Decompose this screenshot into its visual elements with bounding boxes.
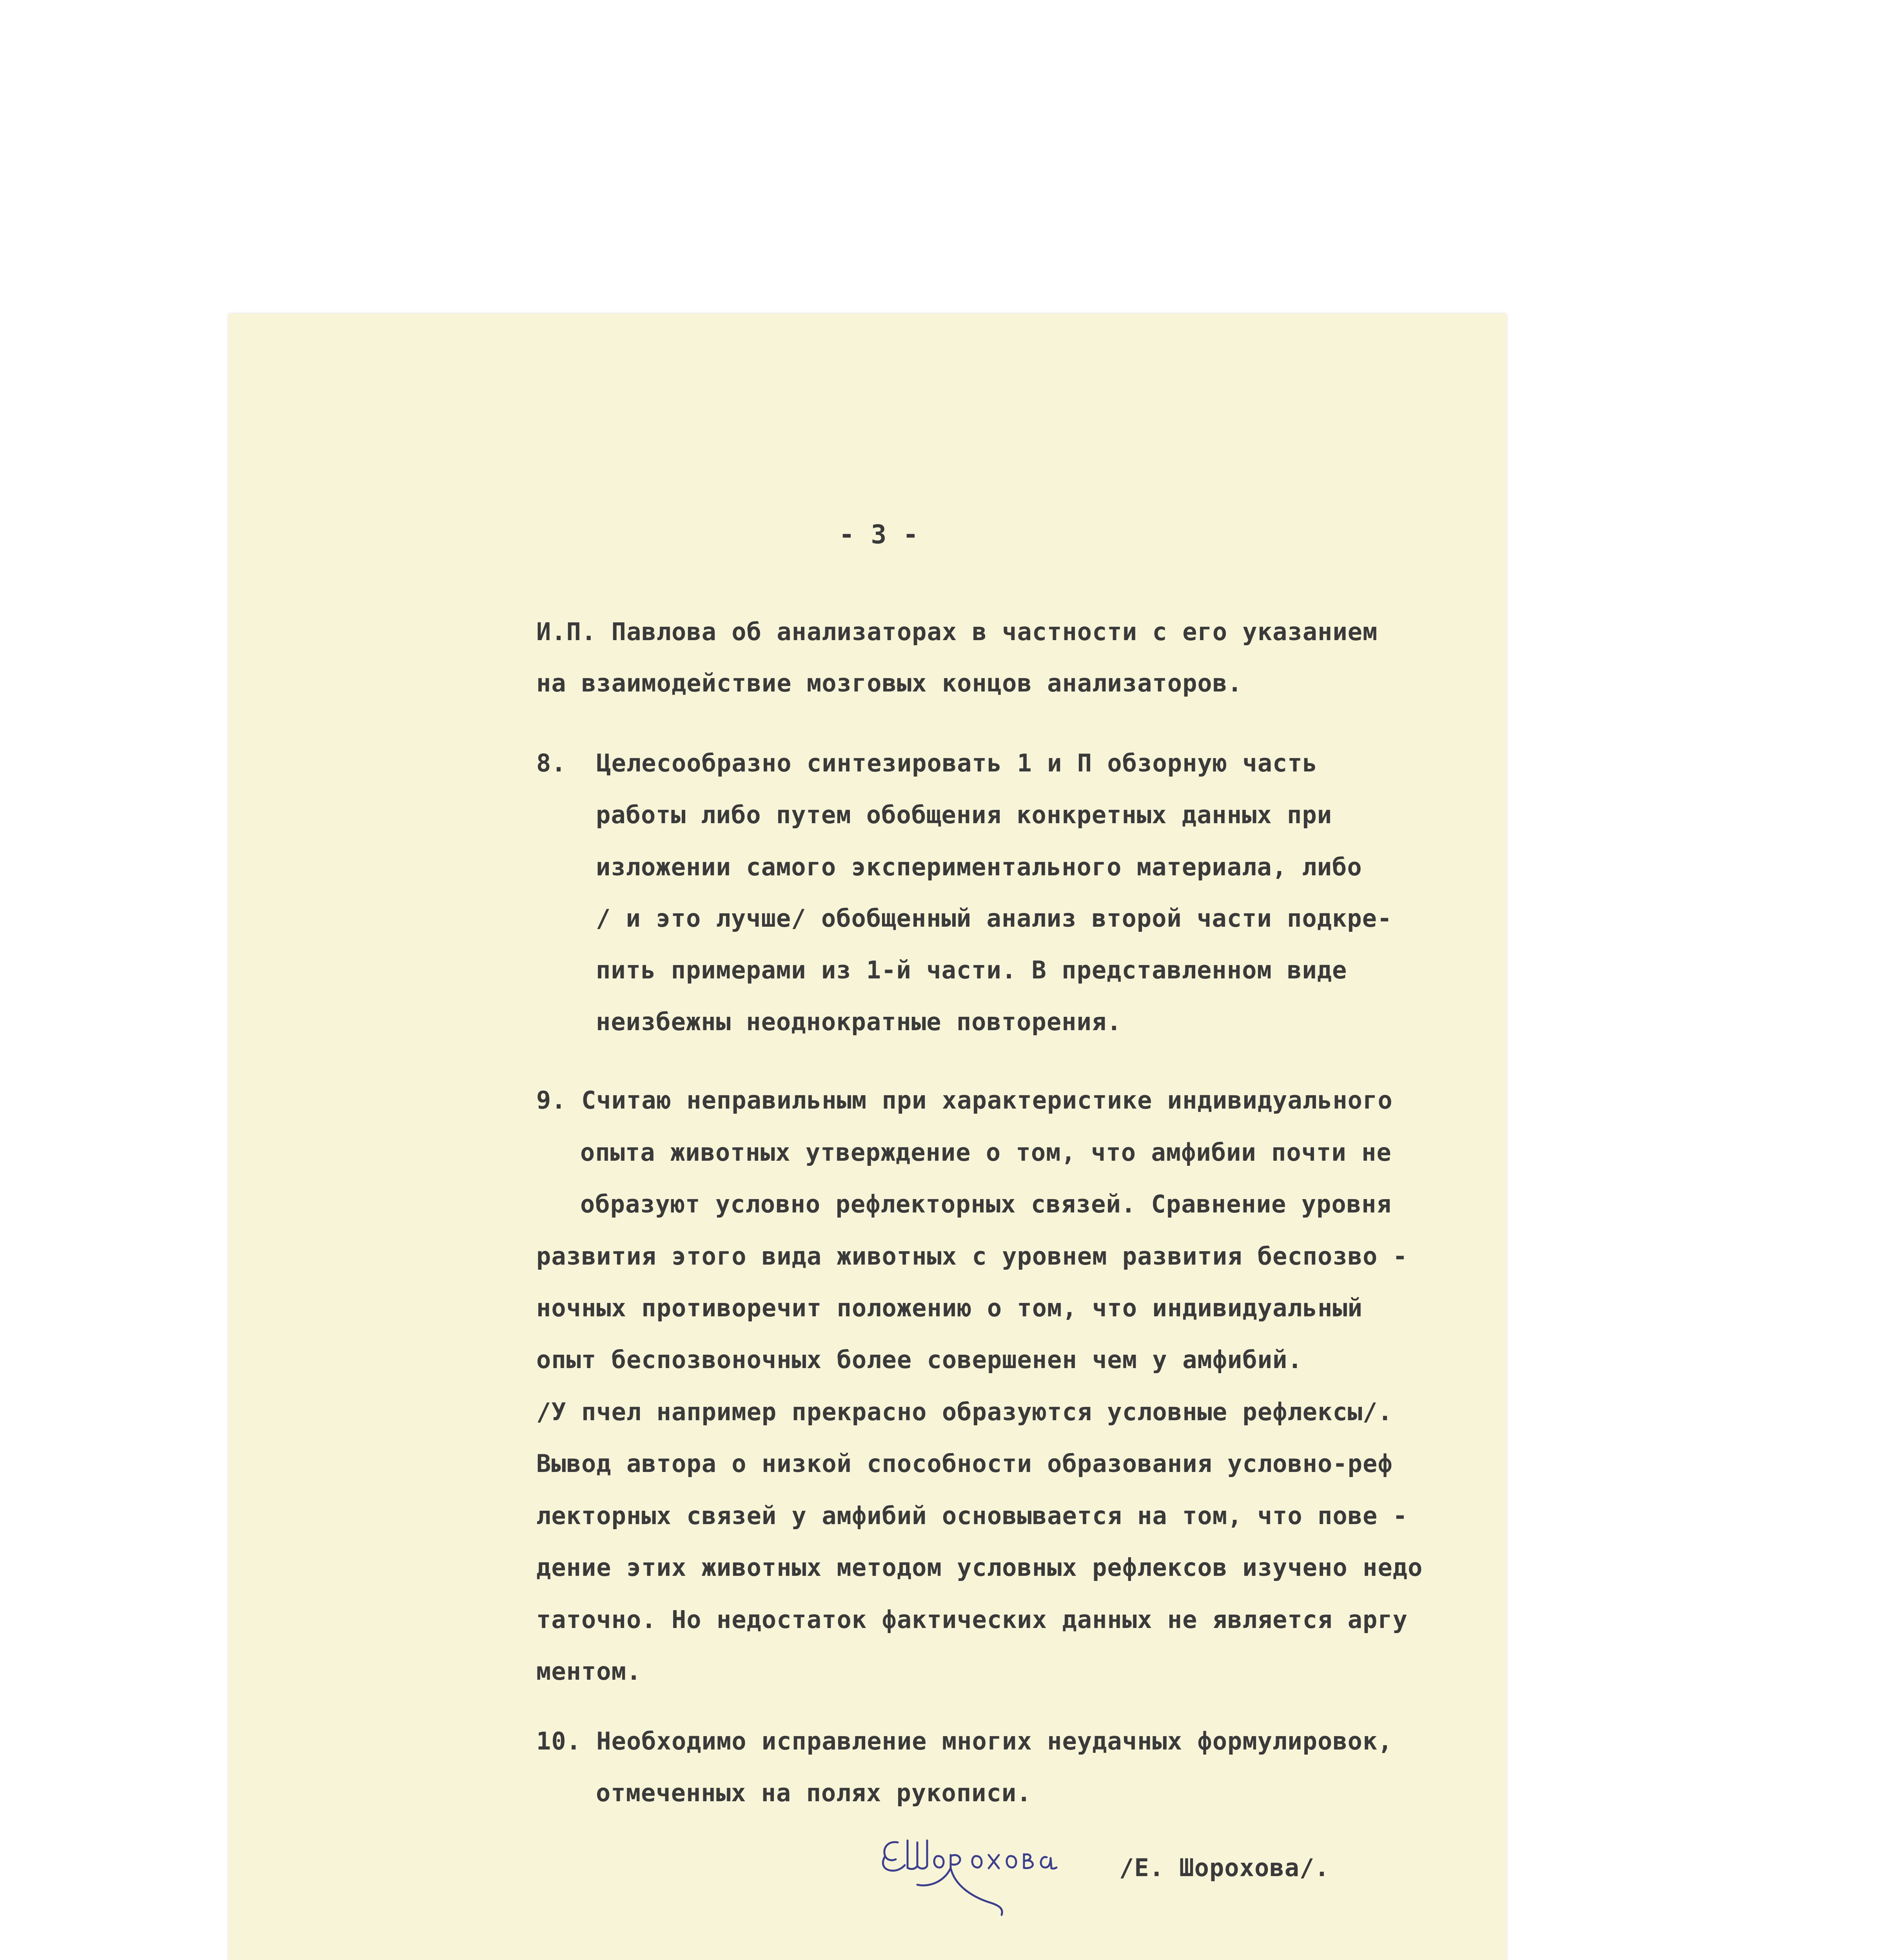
item9-line-6: опыт беспозвоночных более совершенен чем у амфибий. bbox=[536, 1345, 1303, 1374]
item9-line-5: ночных противоречит положению о том, что индивидуальный bbox=[536, 1294, 1363, 1322]
item8-line-4: / и это лучше/ обобщенный анализ второй части подкре- bbox=[596, 904, 1392, 933]
item9-line-12: ментом. bbox=[536, 1657, 642, 1686]
item9-line-8: Вывод автора о низкой способности образования условно-реф bbox=[536, 1449, 1393, 1478]
item8-line-3: изложении самого экспериментального материала, либо bbox=[596, 853, 1362, 881]
item10-line-2: отмеченных на полях рукописи. bbox=[596, 1779, 1032, 1807]
item9-line-1: 9. Считаю неправильным при характеристике индивидуального bbox=[536, 1086, 1393, 1114]
item10-line-1: 10. Необходимо исправление многих неудачных формулировок, bbox=[536, 1727, 1393, 1755]
item8-line-1: 8. Целесообразно синтезировать 1 и П обзорную часть bbox=[536, 749, 1318, 777]
item9-line-4: развития этого вида животных с уровнем развития беспозво - bbox=[536, 1242, 1408, 1270]
typed-signature-name: /Е. Шорохова/. bbox=[1119, 1853, 1330, 1882]
intro-line-1: И.П. Павлова об анализаторах в частности с его указанием bbox=[536, 617, 1378, 646]
item8-line-5: пить примерами из 1-й части. В представленном виде bbox=[596, 956, 1347, 984]
document-sheet bbox=[229, 314, 1507, 1960]
item9-line-7: /У пчел например прекрасно образуются условные рефлексы/. bbox=[536, 1397, 1393, 1426]
item9-line-3: образуют условно рефлекторных связей. Сравнение уровня bbox=[580, 1190, 1392, 1218]
handwritten-signature bbox=[874, 1819, 1094, 1921]
item8-line-2: работы либо путем обобщения конкретных данных при bbox=[596, 800, 1332, 829]
page-number: - 3 - bbox=[839, 519, 919, 550]
item9-line-10: дение этих животных методом условных рефлексов изучено недо bbox=[536, 1553, 1423, 1582]
intro-line-2: на взаимодействие мозговых концов анализаторов. bbox=[536, 669, 1243, 697]
item9-line-11: таточно. Но недостаток фактических данных не является аргу bbox=[536, 1605, 1408, 1634]
item9-line-2: опыта животных утверждение о том, что амфибии почти не bbox=[580, 1138, 1392, 1167]
item9-line-9: лекторных связей у амфибий основывается на том, что пове - bbox=[536, 1501, 1408, 1530]
item8-line-6: неизбежны неоднократные повторения. bbox=[596, 1007, 1122, 1036]
